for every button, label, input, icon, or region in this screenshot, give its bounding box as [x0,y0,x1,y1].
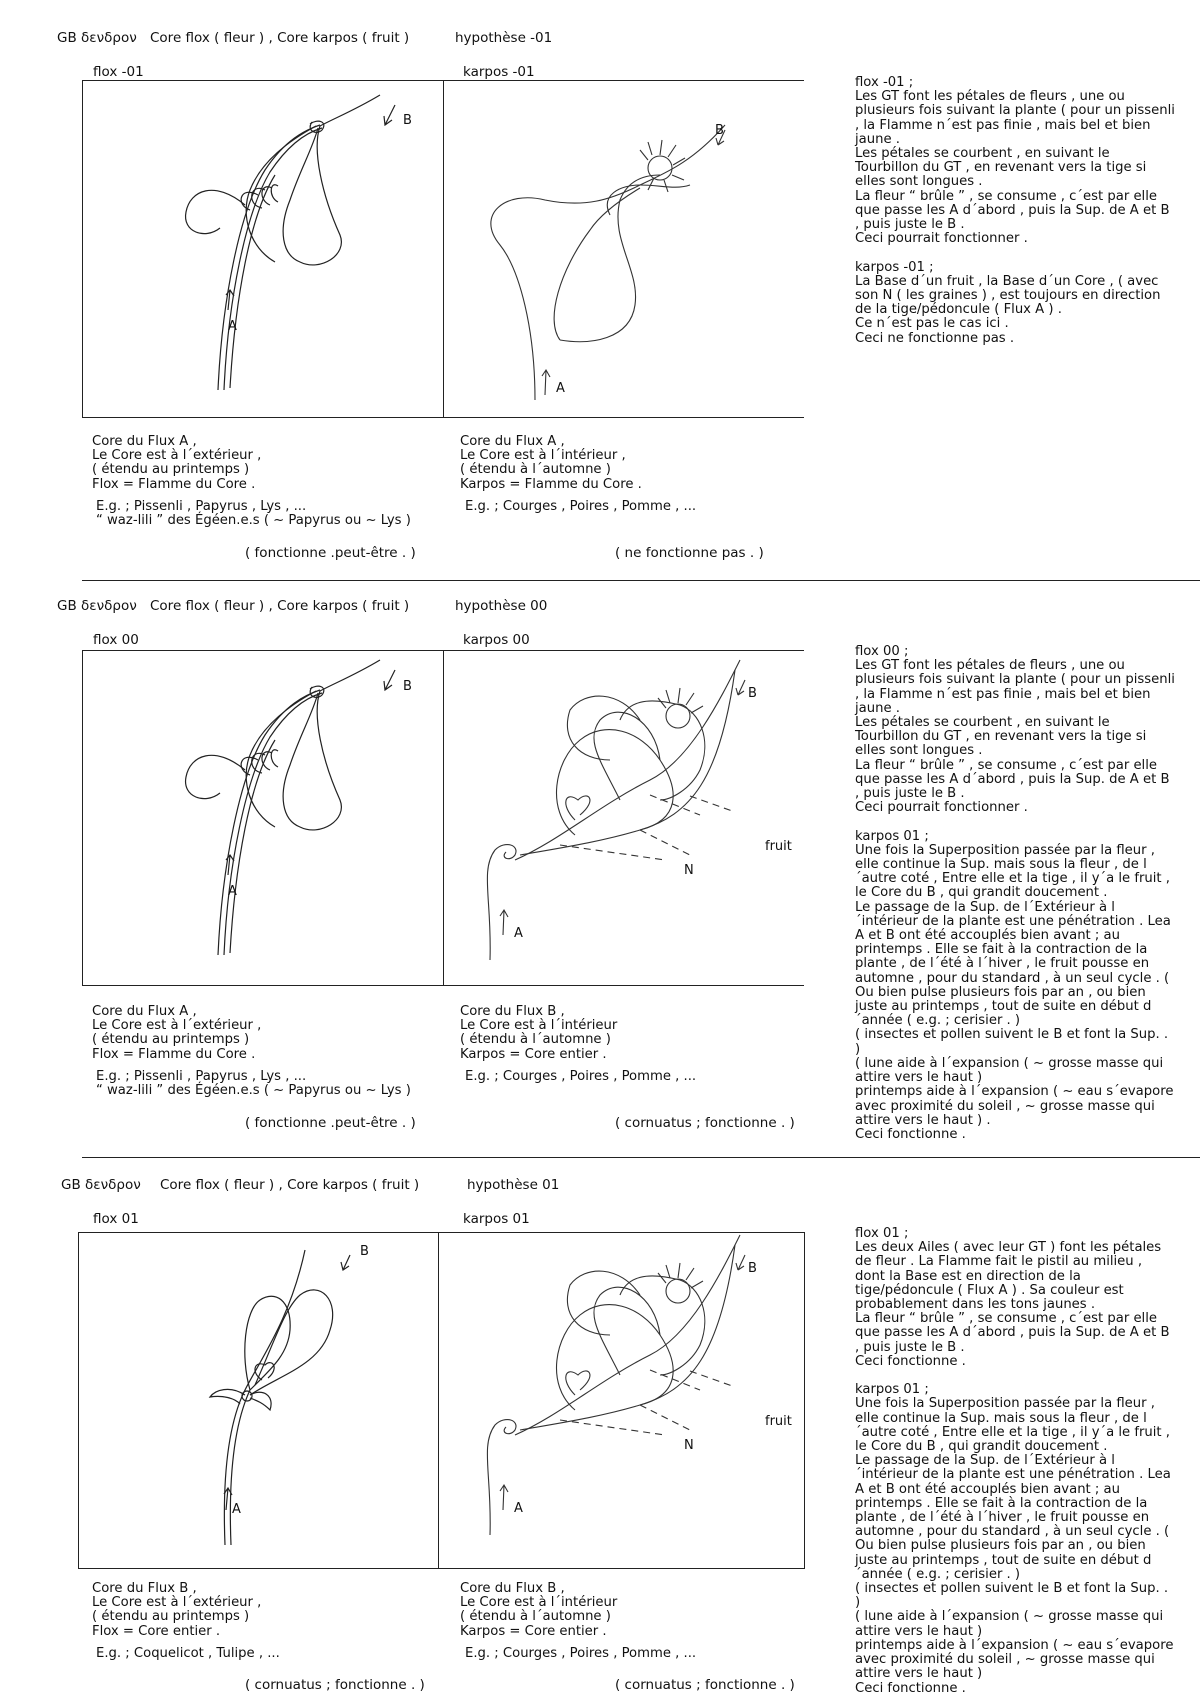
caption-karpos: Core du Flux A , Le Core est à l´intérieur , ( étendu à l´automne ) Karpos = Flamme du Core . [460,434,642,492]
header-tree: GB δενδρον [57,30,137,46]
verdict-flox: ( fonctionne .peut-être . ) [245,545,416,561]
mark-n: N [684,1438,694,1453]
verdict-flox: ( fonctionne .peut-être . ) [245,1115,416,1131]
mark-b: B [360,1244,369,1259]
caption-flox: Core du Flux A , Le Core est à l´extérieur , ( étendu au printemps ) Flox = Flamme du Core . [92,434,262,492]
mark-a: A [232,1502,241,1517]
panel-label-flox: flox -01 [93,64,144,80]
panel-label-flox: flox 00 [93,632,139,648]
examples-flox: E.g. ; Pissenli , Papyrus , Lys , ... “ waz-lili ” des Égéen.e.s ( ~ Papyrus ou ~ Lys ) [96,499,411,529]
explanation-note: flox 00 ; Les GT font les pétales de fleurs , une ou plusieurs fois suivant la plante ( pour un pissenli , la Flamme n´est pas finie , mais bel et bien jaune . Les pétales se courbent , en suivant le Tourbillon du GT , en revenant vers la tige si elles sont longues . La fleur “ brûle ” , se consume , c´est par elle que passe les A d´abord , puis la Sup. de A et B , puis juste le B . Ceci pourrait fonctionner . karpos 01 ; Une fois la Superposition passée par la fleur , elle continue la Sup. mais sous la fleur , de l´autre coté , Entre elle et la tige , il y´a le fruit , le Core du B , qui grandit doucement . Le passage de la Sup. de l´Extérieur à l´intérieur de la plante est une pénétration . Lea A et B ont été accouplés bien avant ; au printemps . Elle se fait à la contraction de la plante , de l´été à l´hiver , le fruit pousse en automne , pour du standard , à un seul cycle . ( Ou bien pulse plusieurs fois par an , ou bien juste au printemps , tout de suite en début d´année ( e.g. ; cerisier . ) ( insectes et pollen suivent le B et font la Sup. . ) ( lune aide à l´expansion ( ~ grosse masse qui attire vers le haut ) printemps aide à l´expansion ( ~ eau s´evapore avec proximité du soleil , ~ grosse masse qui attire vers le haut ) . Ceci fonctionne . [855,644,1175,1142]
karpos-drawing [487,1235,745,1535]
header-cores: Core flox ( fleur ) , Core karpos ( fruit ) [150,598,410,614]
examples-karpos: E.g. ; Courges , Poires , Pomme , ... [465,1069,697,1084]
verdict-karpos: ( cornuatus ; fonctionne . ) [615,1115,795,1131]
panel-label-karpos: karpos -01 [463,64,535,80]
header-hypothesis: hypothèse 00 [455,598,548,614]
panel-label-karpos: karpos 00 [463,632,530,648]
verdict-karpos: ( cornuatus ; fonctionne . ) [615,1677,795,1693]
explanation-note: flox 01 ; Les deux Ailes ( avec leur GT ) font les pétales de fleur . La Flamme fait le pistil au milieu , dont la Base est en direction de la tige/pédoncule ( Flux A ) . Sa couleur est probablement dans les tons jaunes . La fleur “ brûle ” , se consume , c´est par elle que passe les A d´abord , puis la Sup. de A et B , puis juste le B . Ceci fonctionne . karpos 01 ; Une fois la Superposition passée par la fleur , elle continue la Sup. mais sous la fleur , de l´autre coté , Entre elle et la tige , il y´a le fruit , le Core du B , qui grandit doucement . Le passage de la Sup. de l´Extérieur à l´intérieur de la plante est une pénétration . Lea A et B ont été accouplés bien avant ; au printemps . Elle se fait à la contraction de la plante , de l´été à l´hiver , le fruit pousse en automne , pour du standard , à un seul cycle . ( Ou bien pulse plusieurs fois par an , ou bien juste au printemps , tout de suite en début d´année ( e.g. ; cerisier . ) ( insectes et pollen suivent le B et font la Sup. . ) ( lune aide à l´expansion ( ~ grosse masse qui attire vers le haut ) printemps aide à l´expansion ( ~ eau s´evapore avec proximité du soleil , ~ grosse masse qui attire vers le haut ) Ceci fonctionne . [855,1226,1174,1696]
caption-karpos: Core du Flux B , Le Core est à l´intérieur ( étendu à l´automne ) Karpos = Core entier . [460,1004,618,1062]
caption-flox: Core du Flux A , Le Core est à l´extérieur , ( étendu au printemps ) Flox = Flamme du Core . [92,1004,262,1062]
examples-karpos: E.g. ; Courges , Poires , Pomme , ... [465,499,697,514]
panel-label-flox: flox 01 [93,1211,139,1227]
mark-b: B [748,1261,757,1276]
mark-b: B [403,113,412,128]
mark-fruit: fruit [765,1414,792,1429]
mark-a: A [514,1501,523,1516]
mark-fruit: fruit [765,839,792,854]
header-tree: GB δενδρον [61,1177,141,1193]
mark-b: B [748,686,757,701]
mark-a: A [228,884,237,899]
examples-flox: E.g. ; Coquelicot , Tulipe , ... [96,1646,280,1661]
verdict-karpos: ( ne fonctionne pas . ) [615,545,764,561]
header-cores: Core flox ( fleur ) , Core karpos ( fruit ) [150,30,410,46]
mark-b: B [403,679,412,694]
header-hypothesis: hypothèse -01 [455,30,553,46]
header-cores: Core flox ( fleur ) , Core karpos ( fruit ) [160,1177,420,1193]
explanation-note: flox -01 ; Les GT font les pétales de fleurs , une ou plusieurs fois suivant la plante ( pour un pissenli , la Flamme n´est pas finie , mais bel et bien jaune . Les pétales se courbent , en suivant le Tourbillon du GT , en revenant vers la tige si elles sont longues . La fleur “ brûle ” , se consume , c´est par elle que passe les A d´abord , puis la Sup. de A et B , puis juste le B . Ceci pourrait fonctionner . karpos -01 ; La Base d´un fruit , la Base d´un Core , ( avec son N ( les graines ) , est toujours en direction de la tige/pédoncule ( Flux A ) . Ce n´est pas le cas ici . Ceci ne fonctionne pas . [855,75,1175,346]
caption-karpos: Core du Flux B , Le Core est à l´intérieur ( étendu à l´automne ) Karpos = Core entier . [460,1581,618,1639]
verdict-flox: ( cornuatus ; fonctionne . ) [245,1677,425,1693]
panel-label-karpos: karpos 01 [463,1211,530,1227]
mark-b: B [715,123,724,138]
examples-karpos: E.g. ; Courges , Poires , Pomme , ... [465,1646,697,1661]
examples-flox: E.g. ; Pissenli , Papyrus , Lys , ... “ waz-lili ” des Égéen.e.s ( ~ Papyrus ou ~ Lys ) [96,1069,411,1099]
caption-flox: Core du Flux B , Le Core est à l´extérieur , ( étendu au printemps ) Flox = Core entier . [92,1581,262,1639]
mark-a: A [228,319,237,334]
mark-n: N [684,863,694,878]
header-hypothesis: hypothèse 01 [467,1177,560,1193]
mark-a: A [556,381,565,396]
header-tree: GB δενδρον [57,598,137,614]
flox-drawing [210,1250,350,1545]
mark-a: A [514,926,523,941]
